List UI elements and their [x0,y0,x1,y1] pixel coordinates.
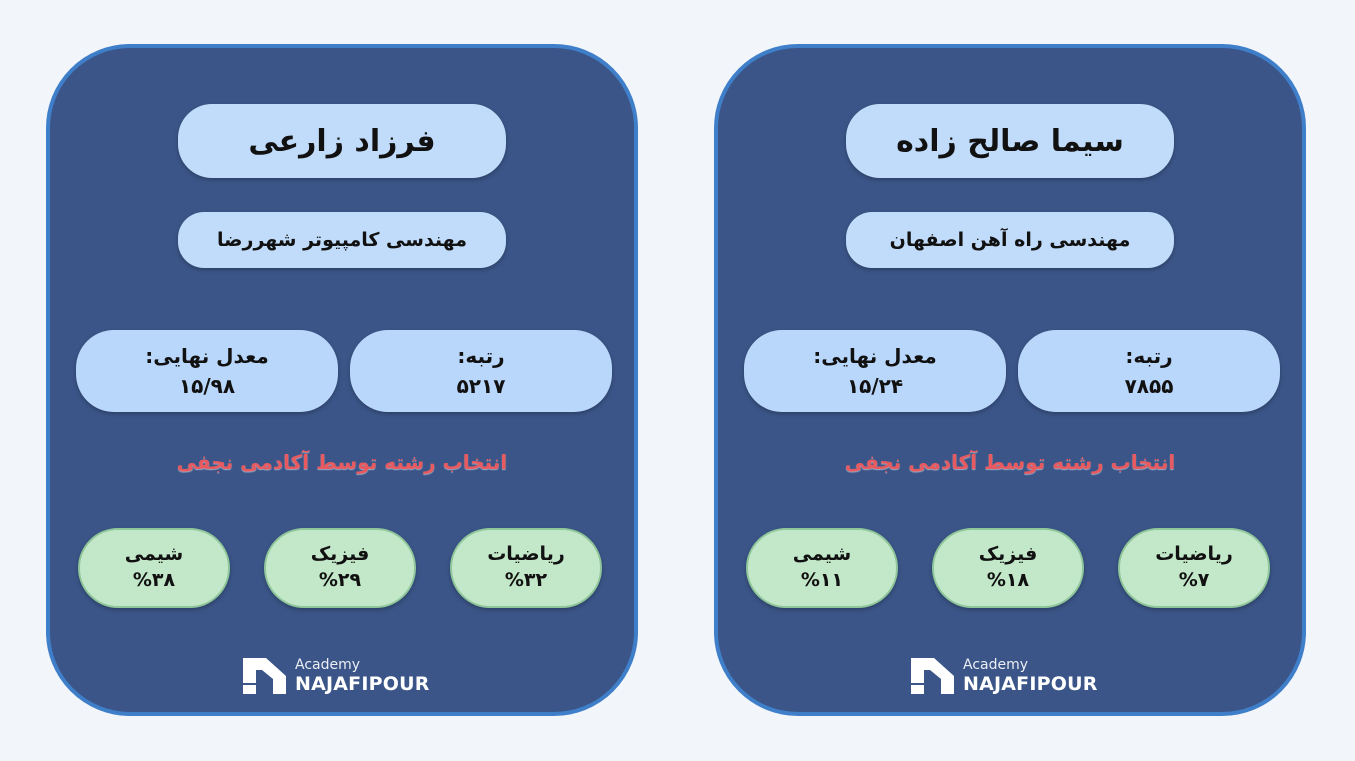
subject-label: فیزیک [310,543,370,566]
major-label: مهندسی راه آهن اصفهان [846,212,1174,268]
subject-percent: %۱۸ [986,569,1030,591]
slogan-text: انتخاب رشته توسط آکادمی نجفی [844,450,1176,474]
subject-label: شیمی [124,543,184,566]
logo-brand-text: NAJAFIPOUR [963,673,1098,695]
subject-percent: %۳۲ [504,569,548,591]
subject-physics [264,528,416,608]
gpa-label: معدل نهایی: [813,344,937,368]
gpa-box [744,330,1006,412]
rank-value: ۵۲۱۷ [456,374,506,398]
subject-label: شیمی [792,543,852,566]
subject-label: ریاضیات [1155,543,1233,566]
gpa-value: ۱۵/۲۴ [846,374,904,398]
logo-academy-text: Academy [963,657,1029,673]
najafipour-logo-icon [908,655,958,697]
academy-logo [240,654,430,698]
rank-box [1018,330,1280,412]
subject-percent: %۳۸ [132,569,176,591]
gpa-label: معدل نهایی: [145,344,269,368]
subject-math [1118,528,1270,608]
logo-academy-text: Academy [295,657,361,673]
subject-percent: %۱۱ [800,569,844,591]
subject-percent: %۲۹ [318,569,362,591]
subject-label: فیزیک [978,543,1038,566]
student-name: فرزاد زارعی [178,104,506,178]
rank-label: رتبه: [457,344,505,368]
subject-chemistry [746,528,898,608]
slogan-text: انتخاب رشته توسط آکادمی نجفی [176,450,508,474]
rank-value: ۷۸۵۵ [1124,374,1174,398]
major-label: مهندسی کامپیوتر شهررضا [178,212,506,268]
academy-logo [908,654,1098,698]
rank-box [350,330,612,412]
subject-physics [932,528,1084,608]
najafipour-logo-icon [240,655,290,697]
rank-label: رتبه: [1125,344,1173,368]
student-card-farzad [46,44,638,716]
student-name: سیما صالح زاده [846,104,1174,178]
subject-percent: %۷ [1178,569,1210,591]
gpa-box [76,330,338,412]
subject-math [450,528,602,608]
gpa-value: ۱۵/۹۸ [178,374,236,398]
subject-label: ریاضیات [487,543,565,566]
subject-chemistry [78,528,230,608]
logo-brand-text: NAJAFIPOUR [295,673,430,695]
student-card-sima [714,44,1306,716]
